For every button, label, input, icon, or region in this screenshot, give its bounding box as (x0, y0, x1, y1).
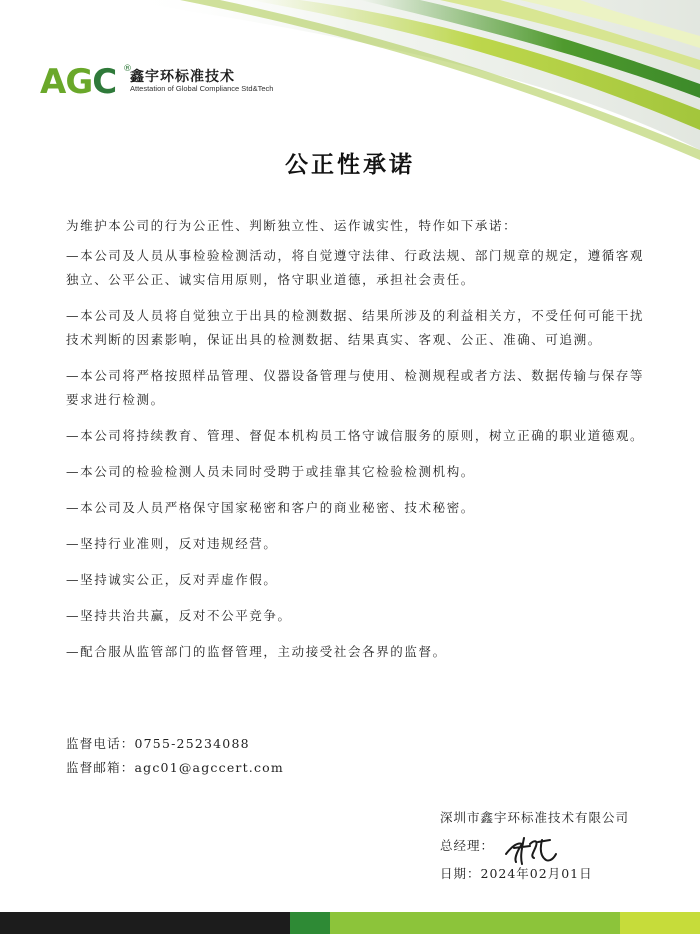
footer-color-bar (0, 912, 700, 934)
commitment-item: —本公司及人员从事检验检测活动，将自觉遵守法律、行政法规、部门规章的规定，遵循客观独立、公平公正、诚实信用原则，恪守职业道德，承担社会责任。 (66, 248, 645, 287)
commitment-item: —本公司将持续教育、管理、督促本机构员工恪守诚信服务的原则，树立正确的职业道德观。 (66, 428, 645, 443)
handwritten-signature (500, 832, 560, 866)
intro-paragraph: 为维护本公司的行为公正性、判断独立性、运作诚实性，特作如下承诺： (66, 218, 518, 233)
commitment-body (66, 214, 646, 676)
supervision-phone: 监督电话：0755-25234088 (66, 736, 250, 751)
company-logo (40, 62, 300, 102)
signoff-date: 日期：2024年02月01日 (440, 866, 593, 881)
commitment-item: —本公司及人员将自觉独立于出具的检测数据、结果所涉及的利益相关方，不受任何可能干扰技术判断的因素影响，保证出具的检测数据、结果真实、客观、公正、准确、可追溯。 (66, 308, 645, 347)
page-title: 公正性承诺 (285, 151, 415, 178)
signoff-block (440, 804, 680, 888)
supervision-email: 监督邮箱：agc01@agccert.com (66, 760, 284, 775)
commitment-item: —坚持行业准则，反对违规经营。 (66, 536, 278, 551)
footer-bar-dark-green (290, 912, 330, 934)
general-manager-label: 总经理： (440, 838, 495, 853)
commitment-item: —坚持诚实公正，反对弄虚作假。 (66, 572, 278, 587)
footer-bar-black (0, 912, 290, 934)
logo-name-en: Attestation of Global Compliance Std&Tech (130, 84, 274, 93)
logo-name-cn: 鑫宇环标准技术 (130, 69, 235, 85)
commitment-item: —配合服从监管部门的监督管理，主动接受社会各界的监督。 (66, 644, 447, 659)
registered-mark: ® (123, 64, 132, 74)
company-name: 深圳市鑫宇环标准技术有限公司 (440, 810, 630, 825)
commitment-item: —坚持共治共赢，反对不公平竞争。 (66, 608, 292, 623)
footer-bar-lime (620, 912, 700, 934)
logo-mark: AGC (40, 62, 117, 102)
commitment-item: —本公司的检验检测人员未同时受聘于或挂靠其它检验检测机构。 (66, 464, 475, 479)
supervision-contact (66, 732, 284, 780)
commitment-item: —本公司将严格按照样品管理、仪器设备管理与使用、检测规程或者方法、数据传输与保存等要求进行检测。 (66, 368, 645, 407)
commitment-item: —本公司及人员严格保守国家秘密和客户的商业秘密、技术秘密。 (66, 500, 475, 515)
footer-bar-green (330, 912, 620, 934)
